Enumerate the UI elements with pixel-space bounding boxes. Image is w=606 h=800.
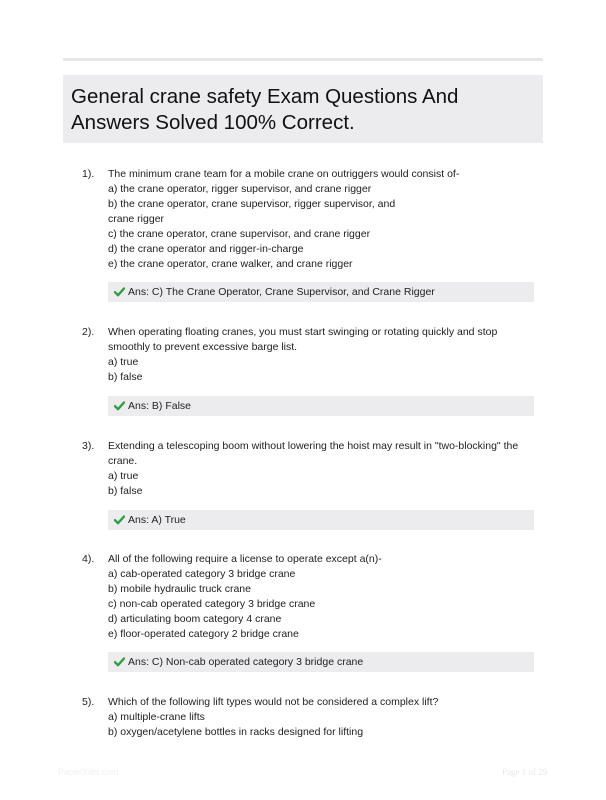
checkmark-icon (114, 657, 125, 667)
question-number: 2). (82, 326, 95, 338)
answer-text: Ans: B) False (128, 400, 192, 412)
option-line: crane rigger (108, 213, 165, 225)
question-line: The minimum crane team for a mobile crane on outriggers would consist of- (108, 168, 460, 180)
option-line: e) floor-operated category 2 bridge crane (108, 628, 299, 640)
question-line: Which of the following lift types would not be considered a complex lift? (108, 696, 439, 708)
answer-text: Ans: C) Non-cab operated category 3 bridge crane (128, 656, 364, 668)
option-line: e) the crane operator, crane walker, and crane rigger (108, 258, 353, 270)
question-number: 1). (82, 168, 95, 180)
option-line: a) the crane operator, rigger supervisor, and crane rigger (108, 183, 372, 195)
top-divider (63, 58, 543, 61)
option-line: d) the crane operator and rigger-in-charge (108, 243, 304, 255)
option-line: a) true (108, 356, 139, 368)
option-line: a) true (108, 470, 139, 482)
option-line: b) false (108, 371, 143, 383)
option-line: a) multiple-crane lifts (108, 711, 205, 723)
question-line: smoothly to prevent excessive barge list. (108, 341, 298, 353)
option-line: d) articulating boom category 4 crane (108, 613, 282, 625)
question-line: When operating floating cranes, you must start swinging or rotating quickly and stop (108, 326, 498, 338)
option-line: b) mobile hydraulic truck crane (108, 583, 251, 595)
question-line: crane. (108, 455, 138, 467)
answer-box (108, 282, 534, 302)
checkmark-icon (114, 515, 125, 525)
answer-text: Ans: A) True (128, 514, 186, 526)
answer-box (108, 510, 534, 530)
option-line: c) non-cab operated category 3 bridge crane (108, 598, 316, 610)
answer-box (108, 396, 534, 416)
option-line: b) false (108, 485, 143, 497)
option-line: a) cab-operated category 3 bridge crane (108, 568, 296, 580)
question-text (108, 439, 538, 499)
answer-text: Ans: C) The Crane Operator, Crane Supervisor, and Crane Rigger (128, 286, 435, 298)
question-text (108, 695, 538, 740)
footer-watermark: PaperXlibi.com (58, 767, 119, 777)
option-line: b) the crane operator, crane supervisor, rigger supervisor, and (108, 198, 396, 210)
page-title: General crane safety Exam Questions And Answers Solved 100% Correct. (71, 85, 459, 134)
question-line: Extending a telescoping boom without lowering the hoist may result in "two-blocking" the (108, 440, 519, 452)
question-number: 4). (82, 553, 95, 565)
page-number: Page 1 of 29 (502, 767, 548, 777)
checkmark-icon (114, 401, 125, 411)
question-text (108, 552, 538, 642)
answer-box (108, 652, 534, 672)
question-text (108, 167, 538, 272)
question-line: All of the following require a license to operate except a(n)- (108, 553, 382, 565)
question-text (108, 325, 538, 385)
option-line: b) oxygen/acetylene bottles in racks designed for lifting (108, 726, 364, 738)
option-line: c) the crane operator, crane supervisor, and crane rigger (108, 228, 371, 240)
question-number: 3). (82, 440, 95, 452)
question-number: 5). (82, 696, 95, 708)
title-banner (63, 75, 543, 143)
checkmark-icon (114, 287, 125, 297)
